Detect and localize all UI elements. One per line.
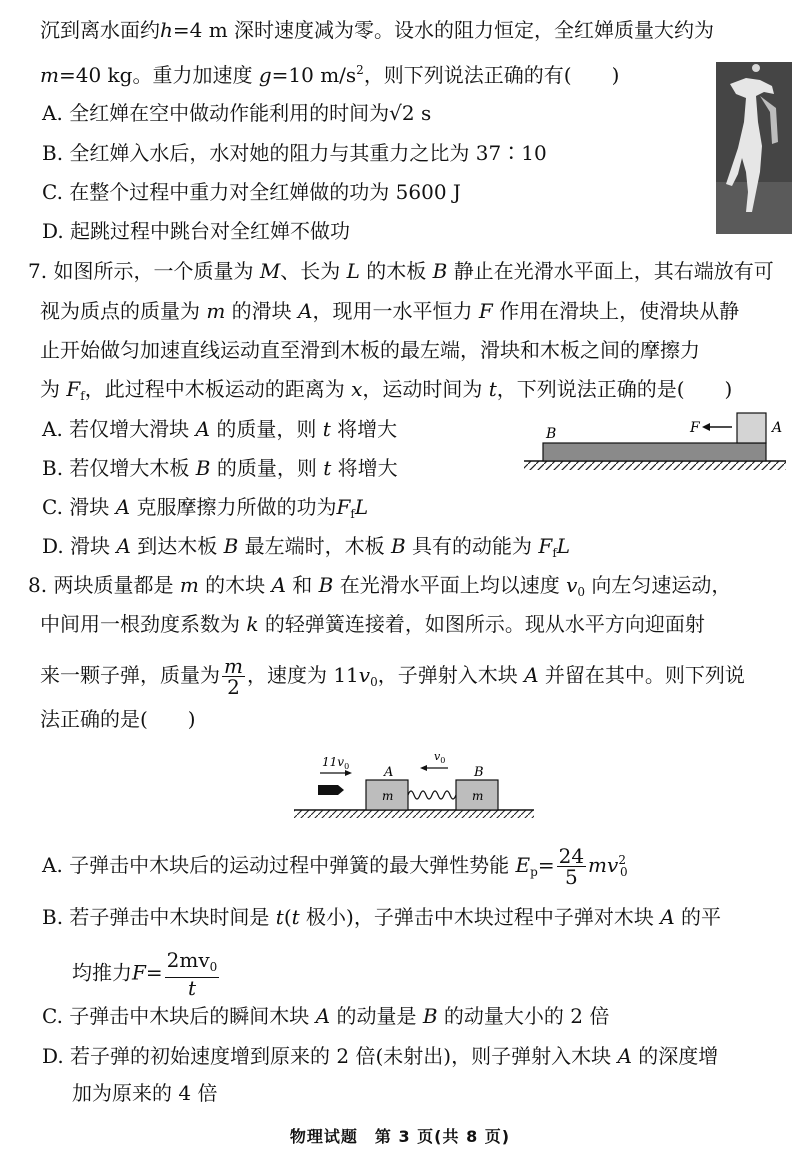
q8-option-a: A. 子弹击中木块后的运动过程中弹簧的最大弹性势能 $E_p=$ $\frac{24}{5}$ $mv^2_0$ <box>42 844 628 889</box>
diver-photo <box>716 62 792 234</box>
q6-option-d: D. 起跳过程中跳台对全红婵不做功 <box>42 219 351 243</box>
q8-option-d-line-1: D. 若子弹的初始速度增到原来的 2 倍(未射出)，则子弹射入木块 A 的深度增 <box>42 1044 719 1068</box>
bullet <box>318 785 344 795</box>
q8-figure-bullet-blocks <box>290 752 540 824</box>
q8-stem-line-4: 法正确的是( ) <box>40 707 196 731</box>
q8-option-d-line-2: 加为原来的 4 倍 <box>72 1081 218 1105</box>
option-a-fraction: $\frac{24}{5}$ <box>558 844 585 889</box>
q6-option-b: B. 全红婵入水后，水对她的阻力与其重力之比为 37∶10 <box>42 141 547 165</box>
q7-option-c: C. 滑块 A 克服摩擦力所做的功为$F_fL$ <box>42 495 369 521</box>
option-b-fraction: $\frac{2mv_0}{t}$ <box>166 948 218 1000</box>
mass-fraction: $\frac{m}{2}$ <box>224 654 243 699</box>
q8-stem-line-2: 中间用一根劲度系数为 k 的轻弹簧连接着，如图所示。现从水平方向迎面射 <box>40 612 705 636</box>
label-b: B <box>546 426 557 442</box>
q7-option-d: D. 滑块 A 到达木板 B 最左端时，木板 B 具有的动能为 $F_fL$ <box>42 534 571 560</box>
q7-figure-board-block <box>520 408 790 480</box>
ground-hatch <box>294 810 534 818</box>
q7-stem-line-3: 止开始做匀加速直线运动直至滑到木板的最左端，滑块和木板之间的摩擦力 <box>40 338 700 362</box>
q8-option-b-line-2: 均推力F= $\frac{2mv_0}{t}$ <box>72 948 218 1000</box>
q6-text-line-1: 沉到离水面约h=4 m 深时速度减为零。设水的阻力恒定，全红婵质量大约为 <box>40 18 715 42</box>
force-arrowhead <box>702 423 710 431</box>
q6-option-a: A. 全红婵在空中做动作能利用的时间为√2 s <box>42 101 432 125</box>
v0-label: $v_0$ <box>434 752 446 765</box>
board-b <box>543 443 766 461</box>
ground-hatch <box>524 461 786 470</box>
q7-stem-line-2: 视为质点的质量为 m 的滑块 A，现用一水平恒力 F 作用在滑块上，使滑块从静 <box>40 299 740 323</box>
label-f: F <box>690 420 700 436</box>
q7-stem-line-1: 7. 如图所示，一个质量为 M、长为 L 的木板 B 静止在光滑水平面上，其右端放有可 <box>28 259 774 283</box>
label-b: B <box>474 765 484 780</box>
q8-stem-line-3: 来一颗子弹，质量为 $\frac{m}{2}$ ，速度为 $11v_0$，子弹射入木块 A 并留在其中。则下列说 <box>40 654 745 699</box>
q8-stem-line-1: 8. 两块质量都是 m 的木块 A 和 B 在光滑水平面上均以速度 $v_0$ 向左匀速运动， <box>28 573 732 599</box>
q7-option-a: A. 若仅增大滑块 A 的质量，则 t 将增大 <box>42 417 398 441</box>
q8-option-c: C. 子弹击中木块后的瞬间木块 A 的动量是 B 的动量大小的 2 倍 <box>42 1004 610 1028</box>
q6-option-c: C. 在整个过程中重力对全红婵做的功为 5600 J <box>42 180 461 204</box>
blocks-arrowhead <box>420 765 427 771</box>
bullet-speed-label: $11v_0$ <box>322 755 350 771</box>
spring <box>408 791 456 799</box>
q7-option-b: B. 若仅增大木板 B 的质量，则 t 将增大 <box>42 456 398 480</box>
block-b-mass: m <box>472 789 484 803</box>
block-a-mass: m <box>382 789 394 803</box>
label-a: A <box>772 420 783 436</box>
q8-option-b-line-1: B. 若子弹击中木块时间是 t(t 极小)，子弹击中木块过程中子弹对木块 A 的平 <box>42 905 722 929</box>
label-a: A <box>384 765 394 780</box>
block-a <box>737 413 766 443</box>
page-footer: 物理试题 第 3 页(共 8 页) <box>289 1127 511 1146</box>
q7-stem-line-4: 为 $F_f$，此过程中木板运动的距离为 x，运动时间为 t，下列说法正确的是( ) <box>40 377 733 403</box>
q6-text-line-2: m=40 kg。重力加速度 g=10 $m/s^2$，则下列说法正确的有( ) <box>40 63 620 87</box>
diver-silhouette <box>716 62 792 234</box>
